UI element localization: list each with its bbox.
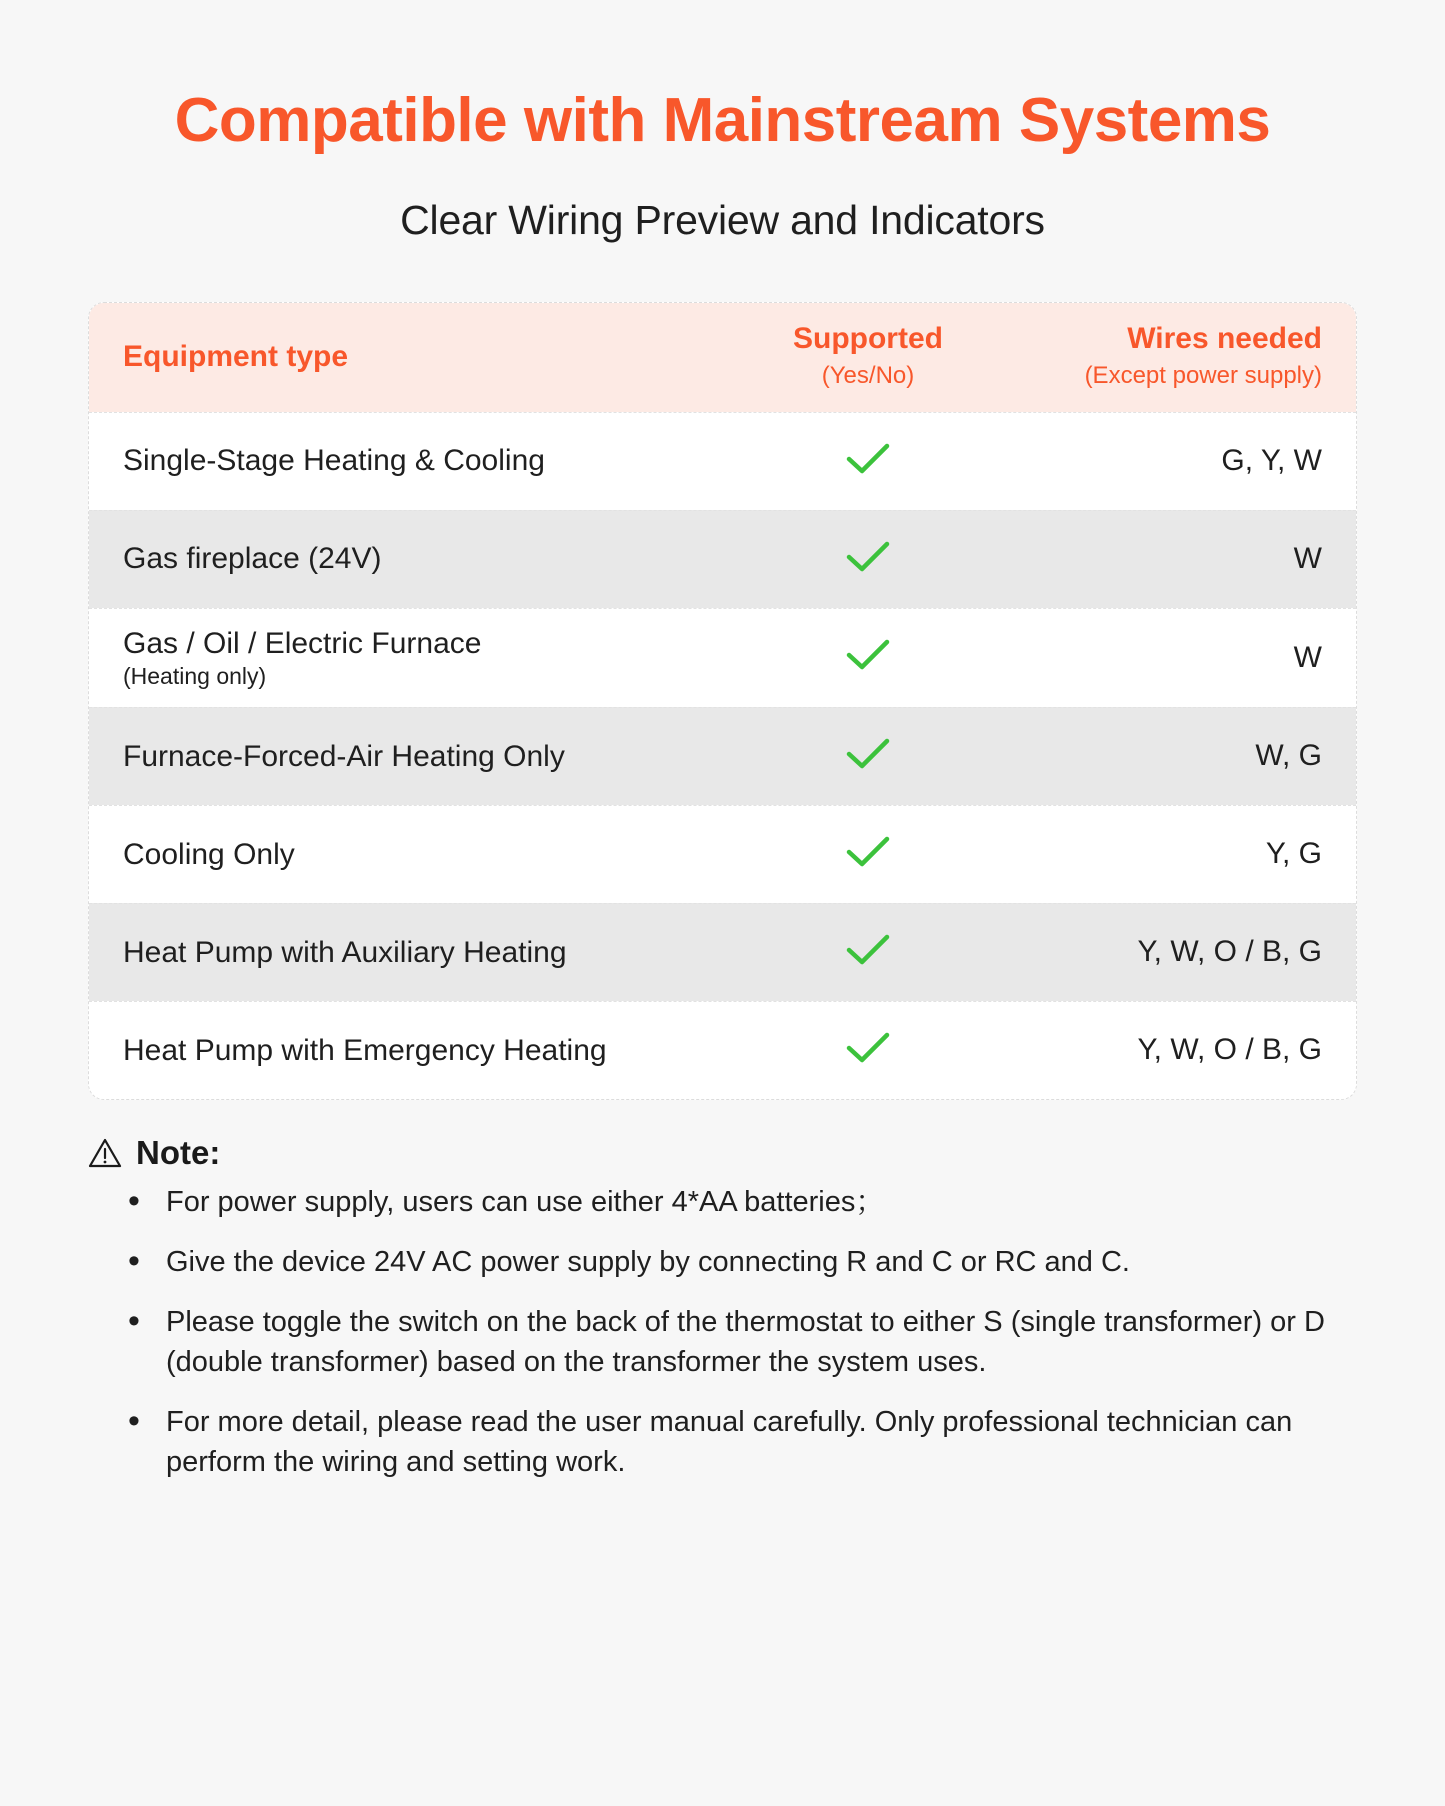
column-header-supported-label: Supported (793, 322, 943, 356)
check-icon (845, 1030, 891, 1066)
cell-wires: G, Y, W (1221, 444, 1322, 478)
cell-wires: Y, G (1265, 837, 1322, 871)
check-icon (845, 441, 891, 477)
cell-equipment (123, 609, 733, 707)
column-header-wires-sub: (Except power supply) (1084, 362, 1322, 390)
cell-supported (733, 736, 1003, 777)
cell-wires: Y, W, O / B, G (1137, 1033, 1322, 1067)
cell-wires: W, G (1255, 739, 1322, 773)
column-header-wires-label: Wires needed (1127, 322, 1322, 356)
cell-wires: Y, W, O / B, G (1137, 935, 1322, 969)
table-header-row (89, 303, 1356, 411)
table-row (89, 412, 1356, 510)
equipment-name: Single-Stage Heating & Cooling (123, 444, 545, 478)
equipment-name: Heat Pump with Auxiliary Heating (123, 935, 567, 969)
check-icon (845, 932, 891, 968)
check-icon (845, 539, 891, 575)
cell-equipment (123, 426, 733, 496)
cell-equipment (123, 820, 733, 890)
note-section (88, 1134, 1357, 1502)
equipment-subnote: (Heating only) (123, 663, 267, 690)
list-item: • Please toggle the switch on the back of the thermostat to either S (single transformer) or D (double transformer) based on the transformer the system uses. (118, 1302, 1327, 1402)
cell-supported (733, 441, 1003, 482)
check-icon (845, 637, 891, 673)
table-row (89, 608, 1356, 707)
page-subtitle: Clear Wiring Preview and Indicators (400, 197, 1045, 244)
equipment-name: Cooling Only (123, 837, 295, 871)
equipment-name: Heat Pump with Emergency Heating (123, 1033, 607, 1067)
list-item: • Give the device 24V AC power supply by connecting R and C or RC and C. (118, 1242, 1327, 1302)
table-row (89, 707, 1356, 805)
note-list (88, 1182, 1357, 1502)
cell-equipment (123, 722, 733, 792)
list-item: • For power supply, users can use either 4*AA batteries； (118, 1182, 1327, 1242)
warning-triangle-icon (88, 1136, 122, 1170)
cell-supported (733, 932, 1003, 973)
note-heading (88, 1134, 1357, 1172)
equipment-name: Gas / Oil / Electric Furnace (123, 626, 482, 660)
note-title: Note: (136, 1133, 221, 1171)
cell-supported (733, 1030, 1003, 1071)
check-icon (845, 834, 891, 870)
table-row (89, 805, 1356, 903)
table-row (89, 510, 1356, 608)
cell-supported (733, 834, 1003, 875)
table-row (89, 1001, 1356, 1099)
column-header-wires (1003, 321, 1322, 391)
column-header-supported-sub: (Yes/No) (821, 362, 915, 390)
cell-equipment (123, 524, 733, 594)
table-row (89, 903, 1356, 1001)
column-header-equipment: Equipment type (123, 339, 349, 373)
cell-equipment (123, 1016, 733, 1086)
check-icon (845, 736, 891, 772)
column-header-supported (733, 321, 1003, 391)
cell-supported (733, 539, 1003, 580)
page-title: Compatible with Mainstream Systems (174, 86, 1271, 155)
cell-supported (733, 637, 1003, 678)
compatibility-table (88, 302, 1357, 1099)
equipment-name: Gas fireplace (24V) (123, 542, 382, 576)
cell-wires: W (1293, 640, 1322, 674)
cell-equipment (123, 918, 733, 988)
equipment-name: Furnace-Forced-Air Heating Only (123, 739, 565, 773)
list-item: • For more detail, please read the user manual carefully. Only professional technician can perform the wiring and setting work. (118, 1402, 1327, 1502)
cell-wires: W (1293, 542, 1322, 576)
